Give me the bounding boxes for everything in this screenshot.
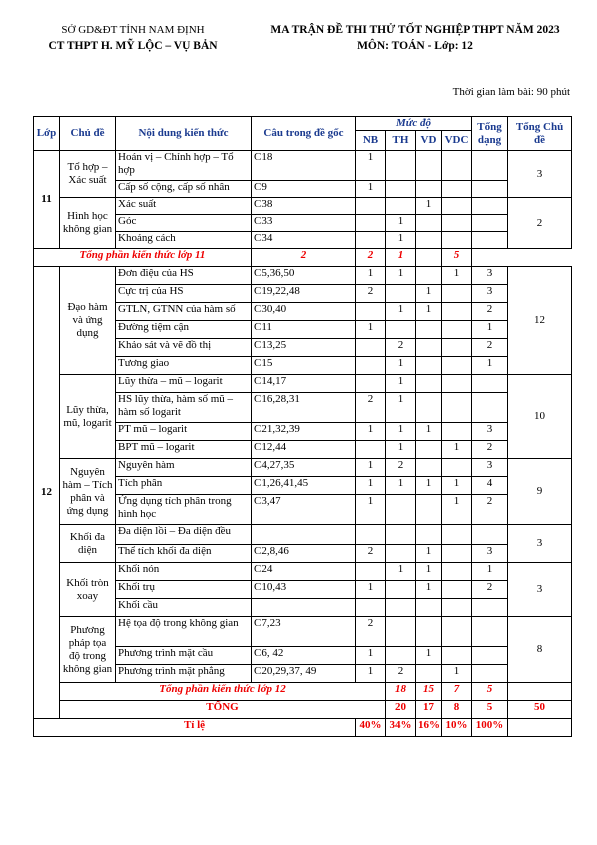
- vdc-cell: [442, 375, 472, 393]
- tongdang-cell: [472, 375, 508, 393]
- th-cell: [386, 321, 416, 339]
- nb-cell: [356, 375, 386, 393]
- col-tongchude: Tổng Chủ đề: [508, 117, 572, 151]
- content-cell: Thể tích khối đa diện: [116, 545, 252, 563]
- vd-cell: [416, 393, 442, 423]
- nb-cell: [356, 303, 386, 321]
- summary-label: TỔNG: [60, 701, 386, 719]
- summary-nb: 40%: [356, 719, 386, 737]
- vdc-cell: 1: [442, 441, 472, 459]
- tongdang-cell: 3: [472, 459, 508, 477]
- question-cell: C19,22,48: [252, 285, 356, 303]
- sum-th: 2: [356, 249, 386, 267]
- tongdang-cell: [472, 232, 508, 249]
- nb-cell: [356, 198, 386, 215]
- header-left: [28, 22, 238, 54]
- matrix-body: [34, 151, 572, 737]
- tongdang-cell: 3: [472, 545, 508, 563]
- vdc-cell: [442, 545, 472, 563]
- vd-cell: [416, 181, 442, 198]
- table-row: [34, 459, 572, 477]
- vd-cell: [416, 617, 442, 647]
- th-cell: 1: [386, 563, 416, 581]
- tongdang-cell: 3: [472, 423, 508, 441]
- nb-cell: [356, 563, 386, 581]
- topic-cell: Khối đa diện: [60, 525, 116, 563]
- content-cell: Khảo sát và vẽ đồ thị: [116, 339, 252, 357]
- th-cell: 1: [386, 441, 416, 459]
- topic-total-cell: 10: [508, 375, 572, 459]
- nb-cell: 2: [356, 545, 386, 563]
- nb-cell: [356, 441, 386, 459]
- th-cell: [386, 495, 416, 525]
- th-cell: [386, 525, 416, 545]
- summary-row: [34, 719, 572, 737]
- summary-label: Tỉ lệ: [34, 719, 356, 737]
- content-cell: Tích phân: [116, 477, 252, 495]
- tongdang-cell: 3: [472, 267, 508, 285]
- vd-cell: [416, 232, 442, 249]
- summary-nb: 18: [386, 683, 416, 701]
- th-cell: [386, 285, 416, 303]
- table-row: [34, 198, 572, 215]
- summary-vd: 7: [442, 683, 472, 701]
- school-name: CT THPT H. MỸ LỘC – VỤ BẢN: [48, 40, 218, 52]
- content-cell: Góc: [116, 215, 252, 232]
- col-vdc: VDC: [442, 131, 472, 151]
- vdc-cell: 1: [442, 665, 472, 683]
- topic-cell: Nguyên hàm – Tích phân và ứng dụng: [60, 459, 116, 525]
- nb-cell: [356, 232, 386, 249]
- vd-cell: [416, 665, 442, 683]
- topic-total-cell: 12: [508, 267, 572, 375]
- tongdang-cell: [472, 215, 508, 232]
- summary-tong: 100%: [472, 719, 508, 737]
- tongdang-cell: 1: [472, 563, 508, 581]
- summary-th: 17: [416, 701, 442, 719]
- vd-cell: 1: [416, 303, 442, 321]
- vdc-cell: [442, 647, 472, 665]
- tongdang-cell: 2: [472, 303, 508, 321]
- vdc-cell: 1: [442, 267, 472, 285]
- tongdang-cell: 2: [472, 581, 508, 599]
- th-cell: 1: [386, 232, 416, 249]
- nb-cell: [356, 339, 386, 357]
- vdc-cell: [442, 198, 472, 215]
- content-cell: Ứng dụng tích phân trong hình học: [116, 495, 252, 525]
- vdc-cell: [442, 232, 472, 249]
- nb-cell: 1: [356, 581, 386, 599]
- question-cell: C18: [252, 151, 356, 181]
- nb-cell: 1: [356, 495, 386, 525]
- content-cell: Phương trình mặt cầu: [116, 647, 252, 665]
- nb-cell: 2: [356, 285, 386, 303]
- question-cell: C10,43: [252, 581, 356, 599]
- question-cell: C9: [252, 181, 356, 198]
- topic-cell: Lũy thừa, mũ, logarit: [60, 375, 116, 459]
- col-chude: Chủ đề: [60, 117, 116, 151]
- content-cell: Khối trụ: [116, 581, 252, 599]
- nb-cell: 1: [356, 459, 386, 477]
- nb-cell: 1: [356, 423, 386, 441]
- th-cell: 2: [386, 665, 416, 683]
- tongdang-cell: [472, 181, 508, 198]
- content-cell: GTLN, GTNN của hàm số: [116, 303, 252, 321]
- th-cell: 1: [386, 267, 416, 285]
- summary-row: [34, 683, 572, 701]
- topic-cell: Phương pháp tọa độ trong không gian: [60, 617, 116, 683]
- vdc-cell: [442, 563, 472, 581]
- tongdang-cell: 2: [472, 495, 508, 525]
- vdc-cell: [442, 617, 472, 647]
- nb-cell: [356, 525, 386, 545]
- content-cell: Lũy thừa – mũ – logarit: [116, 375, 252, 393]
- question-cell: C2,8,46: [252, 545, 356, 563]
- th-cell: [386, 545, 416, 563]
- summary-vdc: 5: [472, 701, 508, 719]
- col-th: TH: [386, 131, 416, 151]
- tongdang-cell: [472, 393, 508, 423]
- topic-cell: Hình học không gian: [60, 198, 116, 249]
- summary-tong: [508, 683, 572, 701]
- topic-total-cell: 8: [508, 617, 572, 683]
- exam-time: Thời gian làm bài: 90 phút: [452, 86, 570, 98]
- content-cell: Hệ tọa độ trong không gian: [116, 617, 252, 647]
- col-lop: Lớp: [34, 117, 60, 151]
- content-cell: Đường tiệm cận: [116, 321, 252, 339]
- nb-cell: 1: [356, 151, 386, 181]
- nb-cell: 1: [356, 477, 386, 495]
- table-row: [34, 151, 572, 181]
- th-cell: 1: [386, 215, 416, 232]
- tongdang-cell: 2: [472, 441, 508, 459]
- vd-cell: [416, 525, 442, 545]
- sum-vdc: [416, 249, 442, 267]
- th-cell: [386, 181, 416, 198]
- vdc-cell: 1: [442, 477, 472, 495]
- vdc-cell: [442, 215, 472, 232]
- grade-cell: 12: [34, 267, 60, 719]
- table-row: [34, 267, 572, 285]
- question-cell: C20,29,37, 49: [252, 665, 356, 683]
- question-cell: C6, 42: [252, 647, 356, 665]
- th-cell: 1: [386, 393, 416, 423]
- vdc-cell: [442, 393, 472, 423]
- vd-cell: 1: [416, 477, 442, 495]
- vdc-cell: [442, 459, 472, 477]
- th-cell: [386, 151, 416, 181]
- question-cell: C4,27,35: [252, 459, 356, 477]
- question-cell: C34: [252, 232, 356, 249]
- question-cell: C14,17: [252, 375, 356, 393]
- content-cell: Cực trị của HS: [116, 285, 252, 303]
- topic-cell: Khối tròn xoay: [60, 563, 116, 617]
- th-cell: 1: [386, 375, 416, 393]
- question-cell: C15: [252, 357, 356, 375]
- tongdang-cell: [472, 151, 508, 181]
- table-row: [34, 249, 572, 267]
- vd-cell: 1: [416, 423, 442, 441]
- th-cell: [386, 647, 416, 665]
- vdc-cell: [442, 339, 472, 357]
- col-noidung: Nội dung kiến thức: [116, 117, 252, 151]
- vd-cell: 1: [416, 563, 442, 581]
- content-cell: Khối cầu: [116, 599, 252, 617]
- content-cell: Xác suất: [116, 198, 252, 215]
- question-cell: C33: [252, 215, 356, 232]
- col-nb: NB: [356, 131, 386, 151]
- table-row: [34, 617, 572, 647]
- tongdang-cell: [472, 599, 508, 617]
- question-cell: C13,25: [252, 339, 356, 357]
- topic-total-cell: 9: [508, 459, 572, 525]
- header-right: [250, 22, 580, 54]
- vdc-cell: [442, 151, 472, 181]
- summary-nb: 20: [386, 701, 416, 719]
- topic-total-cell: 3: [508, 563, 572, 617]
- summary-label: Tổng phần kiến thức lớp 12: [60, 683, 386, 701]
- tongdang-cell: [472, 647, 508, 665]
- vd-cell: [416, 459, 442, 477]
- doc-subject: MÔN: TOÁN - Lớp: 12: [357, 40, 473, 52]
- vd-cell: [416, 321, 442, 339]
- grade-cell: 11: [34, 151, 60, 249]
- content-cell: Đơn điệu của HS: [116, 267, 252, 285]
- nb-cell: [356, 357, 386, 375]
- question-cell: C1,26,41,45: [252, 477, 356, 495]
- th-cell: 1: [386, 357, 416, 375]
- table-row: [34, 563, 572, 581]
- content-cell: Khoảng cách: [116, 232, 252, 249]
- th-cell: 1: [386, 477, 416, 495]
- vd-cell: [416, 375, 442, 393]
- nb-cell: [356, 215, 386, 232]
- vdc-cell: [442, 357, 472, 375]
- content-cell: Khối nón: [116, 563, 252, 581]
- vd-cell: 1: [416, 545, 442, 563]
- question-cell: C11: [252, 321, 356, 339]
- th-cell: 2: [386, 339, 416, 357]
- nb-cell: 2: [356, 617, 386, 647]
- vdc-cell: [442, 303, 472, 321]
- vd-cell: [416, 215, 442, 232]
- topic-cell: Đạo hàm và ứng dụng: [60, 267, 116, 375]
- col-cau: Câu trong đề gốc: [252, 117, 356, 151]
- content-cell: BPT mũ – logarit: [116, 441, 252, 459]
- content-cell: PT mũ – logarit: [116, 423, 252, 441]
- vdc-cell: [442, 599, 472, 617]
- question-cell: C30,40: [252, 303, 356, 321]
- question-cell: C12,44: [252, 441, 356, 459]
- vdc-cell: [442, 525, 472, 545]
- topic-total-cell: 3: [508, 525, 572, 563]
- tongdang-cell: 3: [472, 285, 508, 303]
- question-cell: C38: [252, 198, 356, 215]
- vd-cell: 1: [416, 198, 442, 215]
- table-row: [34, 375, 572, 393]
- vd-cell: [416, 357, 442, 375]
- summary-row: [34, 701, 572, 719]
- topic-total-cell: 2: [508, 198, 572, 249]
- question-cell: C3,47: [252, 495, 356, 525]
- summary-tong: 50: [508, 701, 572, 719]
- vdc-cell: [442, 321, 472, 339]
- vd-cell: [416, 339, 442, 357]
- sum-tong: 5: [442, 249, 472, 267]
- th-cell: 2: [386, 459, 416, 477]
- question-cell: [252, 525, 356, 545]
- nb-cell: 1: [356, 321, 386, 339]
- th-cell: [386, 198, 416, 215]
- question-cell: [252, 599, 356, 617]
- vd-cell: [416, 267, 442, 285]
- question-cell: C5,36,50: [252, 267, 356, 285]
- question-cell: C24: [252, 563, 356, 581]
- summary-vd: 8: [442, 701, 472, 719]
- summary-th: 34%: [386, 719, 416, 737]
- tongdang-cell: [472, 665, 508, 683]
- tongdang-cell: 2: [472, 339, 508, 357]
- tongdang-cell: [472, 198, 508, 215]
- summary-th: 15: [416, 683, 442, 701]
- nb-cell: 1: [356, 647, 386, 665]
- tongdang-cell: [472, 617, 508, 647]
- th-cell: 1: [386, 423, 416, 441]
- vdc-cell: [442, 423, 472, 441]
- content-cell: Phương trình mặt phẳng: [116, 665, 252, 683]
- vd-cell: [416, 495, 442, 525]
- col-tongdang: Tổng dạng: [472, 117, 508, 151]
- vd-cell: [416, 441, 442, 459]
- nb-cell: [356, 599, 386, 617]
- sum-vd: 1: [386, 249, 416, 267]
- vd-cell: [416, 599, 442, 617]
- vd-cell: 1: [416, 581, 442, 599]
- content-cell: Tương giao: [116, 357, 252, 375]
- vd-cell: 1: [416, 647, 442, 665]
- summary-blank: [508, 719, 572, 737]
- summary-vdc: 10%: [442, 719, 472, 737]
- th-cell: 1: [386, 303, 416, 321]
- matrix-table: [33, 116, 572, 737]
- nb-cell: 1: [356, 267, 386, 285]
- nb-cell: 1: [356, 665, 386, 683]
- vdc-cell: [442, 285, 472, 303]
- tongdang-cell: 1: [472, 357, 508, 375]
- vd-cell: [416, 151, 442, 181]
- vdc-cell: [442, 181, 472, 198]
- col-mucdo: Mức độ: [356, 117, 472, 131]
- th-cell: [386, 581, 416, 599]
- vdc-cell: [442, 581, 472, 599]
- doc-title: MA TRẬN ĐỀ THI THỬ TỐT NGHIỆP THPT NĂM 2023: [270, 24, 560, 36]
- topic-cell: Tổ hợp – Xác suất: [60, 151, 116, 198]
- col-vd: VD: [416, 131, 442, 151]
- content-cell: Nguyên hàm: [116, 459, 252, 477]
- content-cell: Đa diện lồi – Đa diện đều: [116, 525, 252, 545]
- th-cell: [386, 617, 416, 647]
- summary-vd: 16%: [416, 719, 442, 737]
- vd-cell: 1: [416, 285, 442, 303]
- content-cell: Hoán vị – Chỉnh hợp – Tổ hợp: [116, 151, 252, 181]
- summary-vdc: 5: [472, 683, 508, 701]
- tongdang-cell: 1: [472, 321, 508, 339]
- sum-nb: 2: [252, 249, 356, 267]
- nb-cell: 1: [356, 181, 386, 198]
- dept-name: SỞ GD&ĐT TỈNH NAM ĐỊNH: [61, 24, 205, 36]
- content-cell: Cấp số cộng, cấp số nhân: [116, 181, 252, 198]
- nb-cell: 2: [356, 393, 386, 423]
- tongdang-cell: 4: [472, 477, 508, 495]
- vdc-cell: 1: [442, 495, 472, 525]
- topic-total-cell: 3: [508, 151, 572, 198]
- table-row: [34, 525, 572, 545]
- tongdang-cell: [472, 525, 508, 545]
- question-cell: C16,28,31: [252, 393, 356, 423]
- question-cell: C21,32,39: [252, 423, 356, 441]
- content-cell: HS lũy thừa, hàm số mũ – hàm số logarit: [116, 393, 252, 423]
- question-cell: C7,23: [252, 617, 356, 647]
- sum-label: Tổng phần kiến thức lớp 11: [34, 249, 252, 267]
- th-cell: [386, 599, 416, 617]
